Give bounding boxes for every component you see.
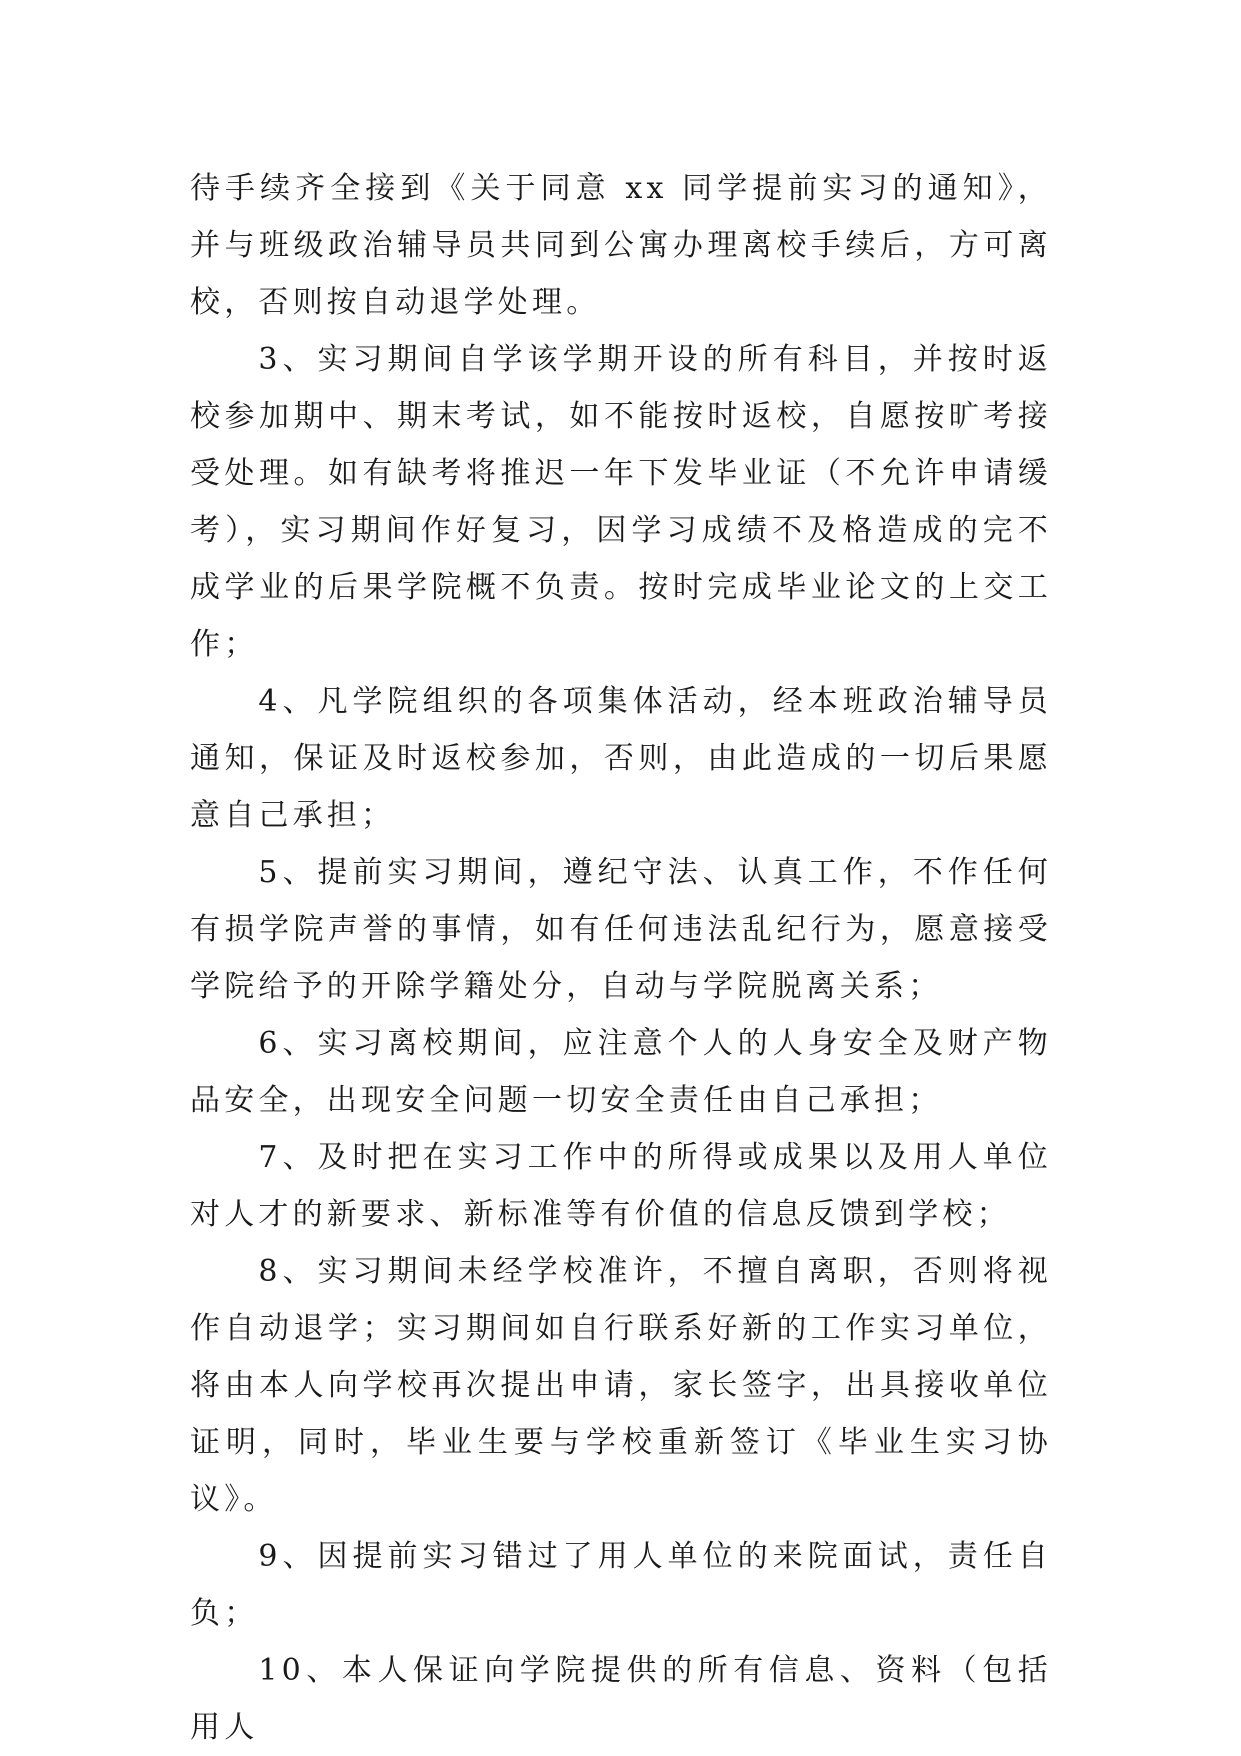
- paragraph-item-10: 10、本人保证向学院提供的所有信息、资料（包括用人: [190, 1653, 1052, 1745]
- paragraph-item-5: 5、提前实习期间，遵纪守法、认真工作，不作任何有损学院声誉的事情，如有任何违法乱纪行为，愿意接受学院给予的开除学籍处分，自动与学院脱离关系；: [190, 855, 1052, 1004]
- paragraph-item-3: 3、实习期间自学该学期开设的所有科目，并按时返校参加期中、期末考试，如不能按时返校，自愿按旷考接受处理。如有缺考将推迟一年下发毕业证（不允许申请缓考），实习期间作好复习，因学习成绩不及格造成的完不成学业的后果学院概不负责。按时完成毕业论文的上交工作；: [190, 342, 1052, 662]
- paragraph-item-9: 9、因提前实习错过了用人单位的来院面试，责任自负；: [190, 1539, 1052, 1631]
- paragraph-item-8: 8、实习期间未经学校准许，不擅自离职，否则将视作自动退学；实习期间如自行联系好新的工作实习单位，将由本人向学校再次提出申请，家长签字，出具接收单位证明，同时，毕业生要与学校重新签订《毕业生实习协议》。: [190, 1254, 1052, 1517]
- document-body: [190, 160, 1052, 1756]
- paragraph-item-4: 4、凡学院组织的各项集体活动，经本班政治辅导员通知，保证及时返校参加，否则，由此造成的一切后果愿意自己承担；: [190, 684, 1052, 833]
- paragraph-item-6: 6、实习离校期间，应注意个人的人身安全及财产物品安全，出现安全问题一切安全责任由自己承担；: [190, 1026, 1052, 1118]
- paragraph-continuation: 待手续齐全接到《关于同意 xx 同学提前实习的通知》，并与班级政治辅导员共同到公寓办理离校手续后，方可离校，否则按自动退学处理。: [190, 171, 1052, 320]
- paragraph-item-7: 7、及时把在实习工作中的所得或成果以及用人单位对人才的新要求、新标准等有价值的信息反馈到学校；: [190, 1140, 1052, 1232]
